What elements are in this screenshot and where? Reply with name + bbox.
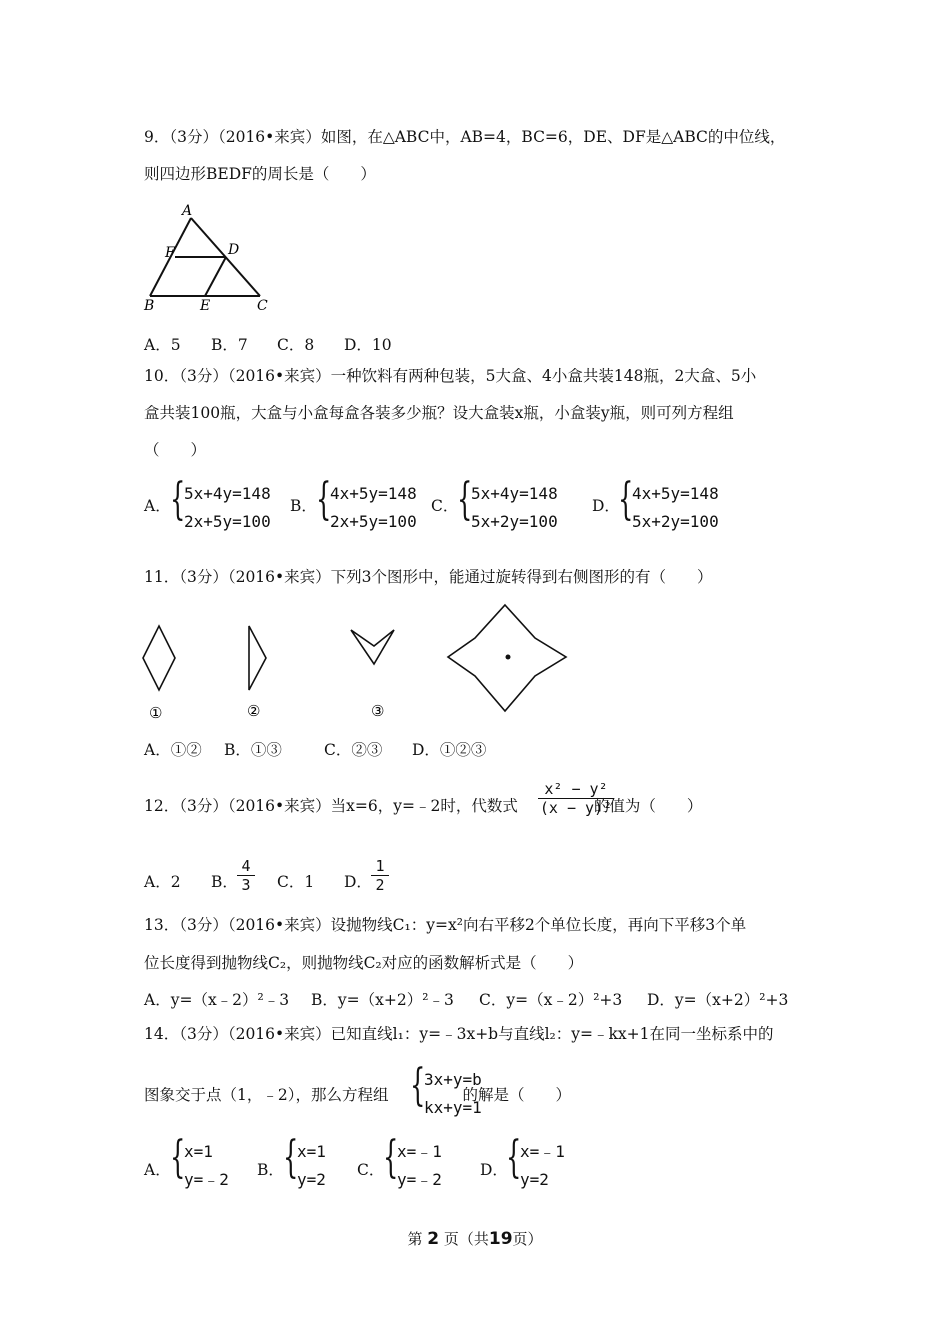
q10-option-a-label: A． xyxy=(144,497,171,515)
brace-icon: { xyxy=(170,474,186,525)
footer-mid: 页（共 xyxy=(443,1230,489,1248)
q11-option-d: D．①②③ xyxy=(412,741,487,759)
q12-text-pre: 12．（3分）（2016•来宾）当x=6，y=﹣2时，代数式 xyxy=(144,797,518,815)
q14-d-eq2: y=2 xyxy=(520,1170,549,1189)
q14-d-eq1: x=﹣1 xyxy=(520,1142,565,1161)
q14-option-a-label: A． xyxy=(144,1161,171,1179)
footer-pre: 第 xyxy=(407,1230,423,1248)
q10-d-eq1: 4x+5y=148 xyxy=(632,484,719,503)
q13-option-d: D．y=（x+2）²+3 xyxy=(647,991,789,1009)
q12-option-d-label: D． xyxy=(344,873,372,891)
brace-icon: { xyxy=(283,1132,299,1183)
q14-system-eq2: kx+y=1 xyxy=(424,1098,482,1117)
q11-label-1: ① xyxy=(149,704,163,722)
q9-text-line1: 9．（3分）（2016•来宾）如图，在△ABC中，AB=4，BC=6，DE、DF是△ABC的中位线， xyxy=(144,128,786,146)
rhombus-shape xyxy=(143,626,175,690)
q14-text-line1: 14．（3分）（2016•来宾）已知直线l₁：y=﹣3x+b与直线l₂：y=﹣kx+1在同一坐标系中的 xyxy=(144,1025,774,1043)
q9-triangle-figure xyxy=(138,200,278,315)
q12-fraction-denominator: (x − y)² xyxy=(539,799,613,817)
q12-option-c: C．1 xyxy=(277,873,315,891)
q13-option-b: B．y=（x+2）²﹣3 xyxy=(311,991,454,1009)
q14-b-eq1: x=1 xyxy=(297,1142,326,1161)
q9-option-b: B．7 xyxy=(211,336,248,354)
q12-option-b-label: B． xyxy=(211,873,238,891)
q14-a-eq2: y=﹣2 xyxy=(184,1170,229,1189)
q10-c-eq2: 5x+2y=100 xyxy=(471,512,558,531)
q12-fraction-numerator: x² − y² xyxy=(538,780,614,799)
q10-option-c-label: C． xyxy=(431,497,459,515)
q13-text-line2: 位长度得到抛物线C₂，则抛物线C₂对应的函数解析式是（ ） xyxy=(144,954,584,972)
q10-text-line1: 10．（3分）（2016•来宾）一种饮料有两种包装，5大盒、4小盒共装148瓶，2大盒、5小 xyxy=(144,367,757,385)
q14-option-d-label: D． xyxy=(480,1161,508,1179)
arrowhead-shape xyxy=(351,630,394,664)
page-footer xyxy=(0,1228,950,1249)
q14-text-post: 的解是（ ） xyxy=(462,1086,571,1104)
footer-post: 页） xyxy=(512,1230,543,1248)
q12-option-d-num: 1 xyxy=(371,857,389,876)
q10-b-eq2: 2x+5y=100 xyxy=(330,512,417,531)
q11-shapes-figure xyxy=(138,600,578,725)
footer-total-pages: 19 xyxy=(488,1229,513,1249)
q14-c-eq2: y=﹣2 xyxy=(397,1170,442,1189)
q13-option-a: A．y=（x﹣2）²﹣3 xyxy=(144,991,290,1009)
brace-icon: { xyxy=(170,1132,186,1183)
q12-option-a: A．2 xyxy=(144,873,181,891)
q9-label-B: B xyxy=(144,298,155,314)
footer-page-number: 2 xyxy=(427,1229,440,1249)
brace-icon: { xyxy=(383,1132,399,1183)
q9-label-C: C xyxy=(257,298,268,314)
q14-b-eq2: y=2 xyxy=(297,1170,326,1189)
q14-a-eq1: x=1 xyxy=(184,1142,213,1161)
q9-label-F: F xyxy=(165,245,175,261)
brace-icon: { xyxy=(410,1060,426,1111)
half-rhombus-shape xyxy=(249,626,266,690)
q13-text-line1: 13．（3分）（2016•来宾）设抛物线C₁：y=x²向右平移2个单位长度，再向下平移3个单 xyxy=(144,916,747,934)
q11-text-line1: 11．（3分）（2016•来宾）下列3个图形中，能通过旋转得到右侧图形的有（ ） xyxy=(144,568,713,586)
q10-c-eq1: 5x+4y=148 xyxy=(471,484,558,503)
brace-icon: { xyxy=(316,474,332,525)
q12-option-b-num: 4 xyxy=(237,857,255,876)
q14-option-b-label: B． xyxy=(257,1161,284,1179)
q9-label-A: A xyxy=(182,203,193,219)
q11-option-a: A．①② xyxy=(144,741,202,759)
q14-text-pre: 图象交于点（1，﹣2），那么方程组 xyxy=(144,1086,389,1104)
q13-option-c: C．y=（x﹣2）²+3 xyxy=(479,991,623,1009)
q9-option-d: D．10 xyxy=(344,336,392,354)
q9-option-c: C．8 xyxy=(277,336,315,354)
q12-expression-fraction xyxy=(538,780,614,817)
q10-option-b-label: B． xyxy=(290,497,317,515)
q14-system-eq1: 3x+y=b xyxy=(424,1070,482,1089)
q12-option-b-den: 3 xyxy=(241,876,251,894)
q9-label-E: E xyxy=(200,298,211,314)
q10-d-eq2: 5x+2y=100 xyxy=(632,512,719,531)
q10-text-line3: （ ） xyxy=(144,441,207,459)
q10-b-eq1: 4x+5y=148 xyxy=(330,484,417,503)
q9-label-D: D xyxy=(228,242,240,258)
q14-c-eq1: x=﹣1 xyxy=(397,1142,442,1161)
q10-option-d-label: D． xyxy=(592,497,620,515)
q9-option-a: A．5 xyxy=(144,336,181,354)
q12-option-b-fraction xyxy=(237,857,255,894)
q10-a-eq1: 5x+4y=148 xyxy=(184,484,271,503)
q11-label-3: ③ xyxy=(371,702,385,720)
brace-icon: { xyxy=(506,1132,522,1183)
q10-text-line2: 盒共装100瓶，大盒与小盒每盒各装多少瓶？设大盒装x瓶，小盒装y瓶，则可列方程组 xyxy=(144,404,734,422)
q12-option-d-fraction xyxy=(371,857,389,894)
q12-text-post: 的值为（ ） xyxy=(593,797,703,815)
q14-option-c-label: C． xyxy=(357,1161,385,1179)
q10-a-eq2: 2x+5y=100 xyxy=(184,512,271,531)
q12-option-d-den: 2 xyxy=(375,876,385,894)
q11-option-b: B．①③ xyxy=(224,741,282,759)
q14-text-line2 xyxy=(144,1085,571,1105)
brace-icon: { xyxy=(457,474,473,525)
q11-option-c: C．②③ xyxy=(324,741,383,759)
q11-label-2: ② xyxy=(247,702,261,720)
brace-icon: { xyxy=(618,474,634,525)
q9-text-line2: 则四边形BEDF的周长是（ ） xyxy=(144,165,376,183)
q12-text-line1 xyxy=(144,796,702,816)
